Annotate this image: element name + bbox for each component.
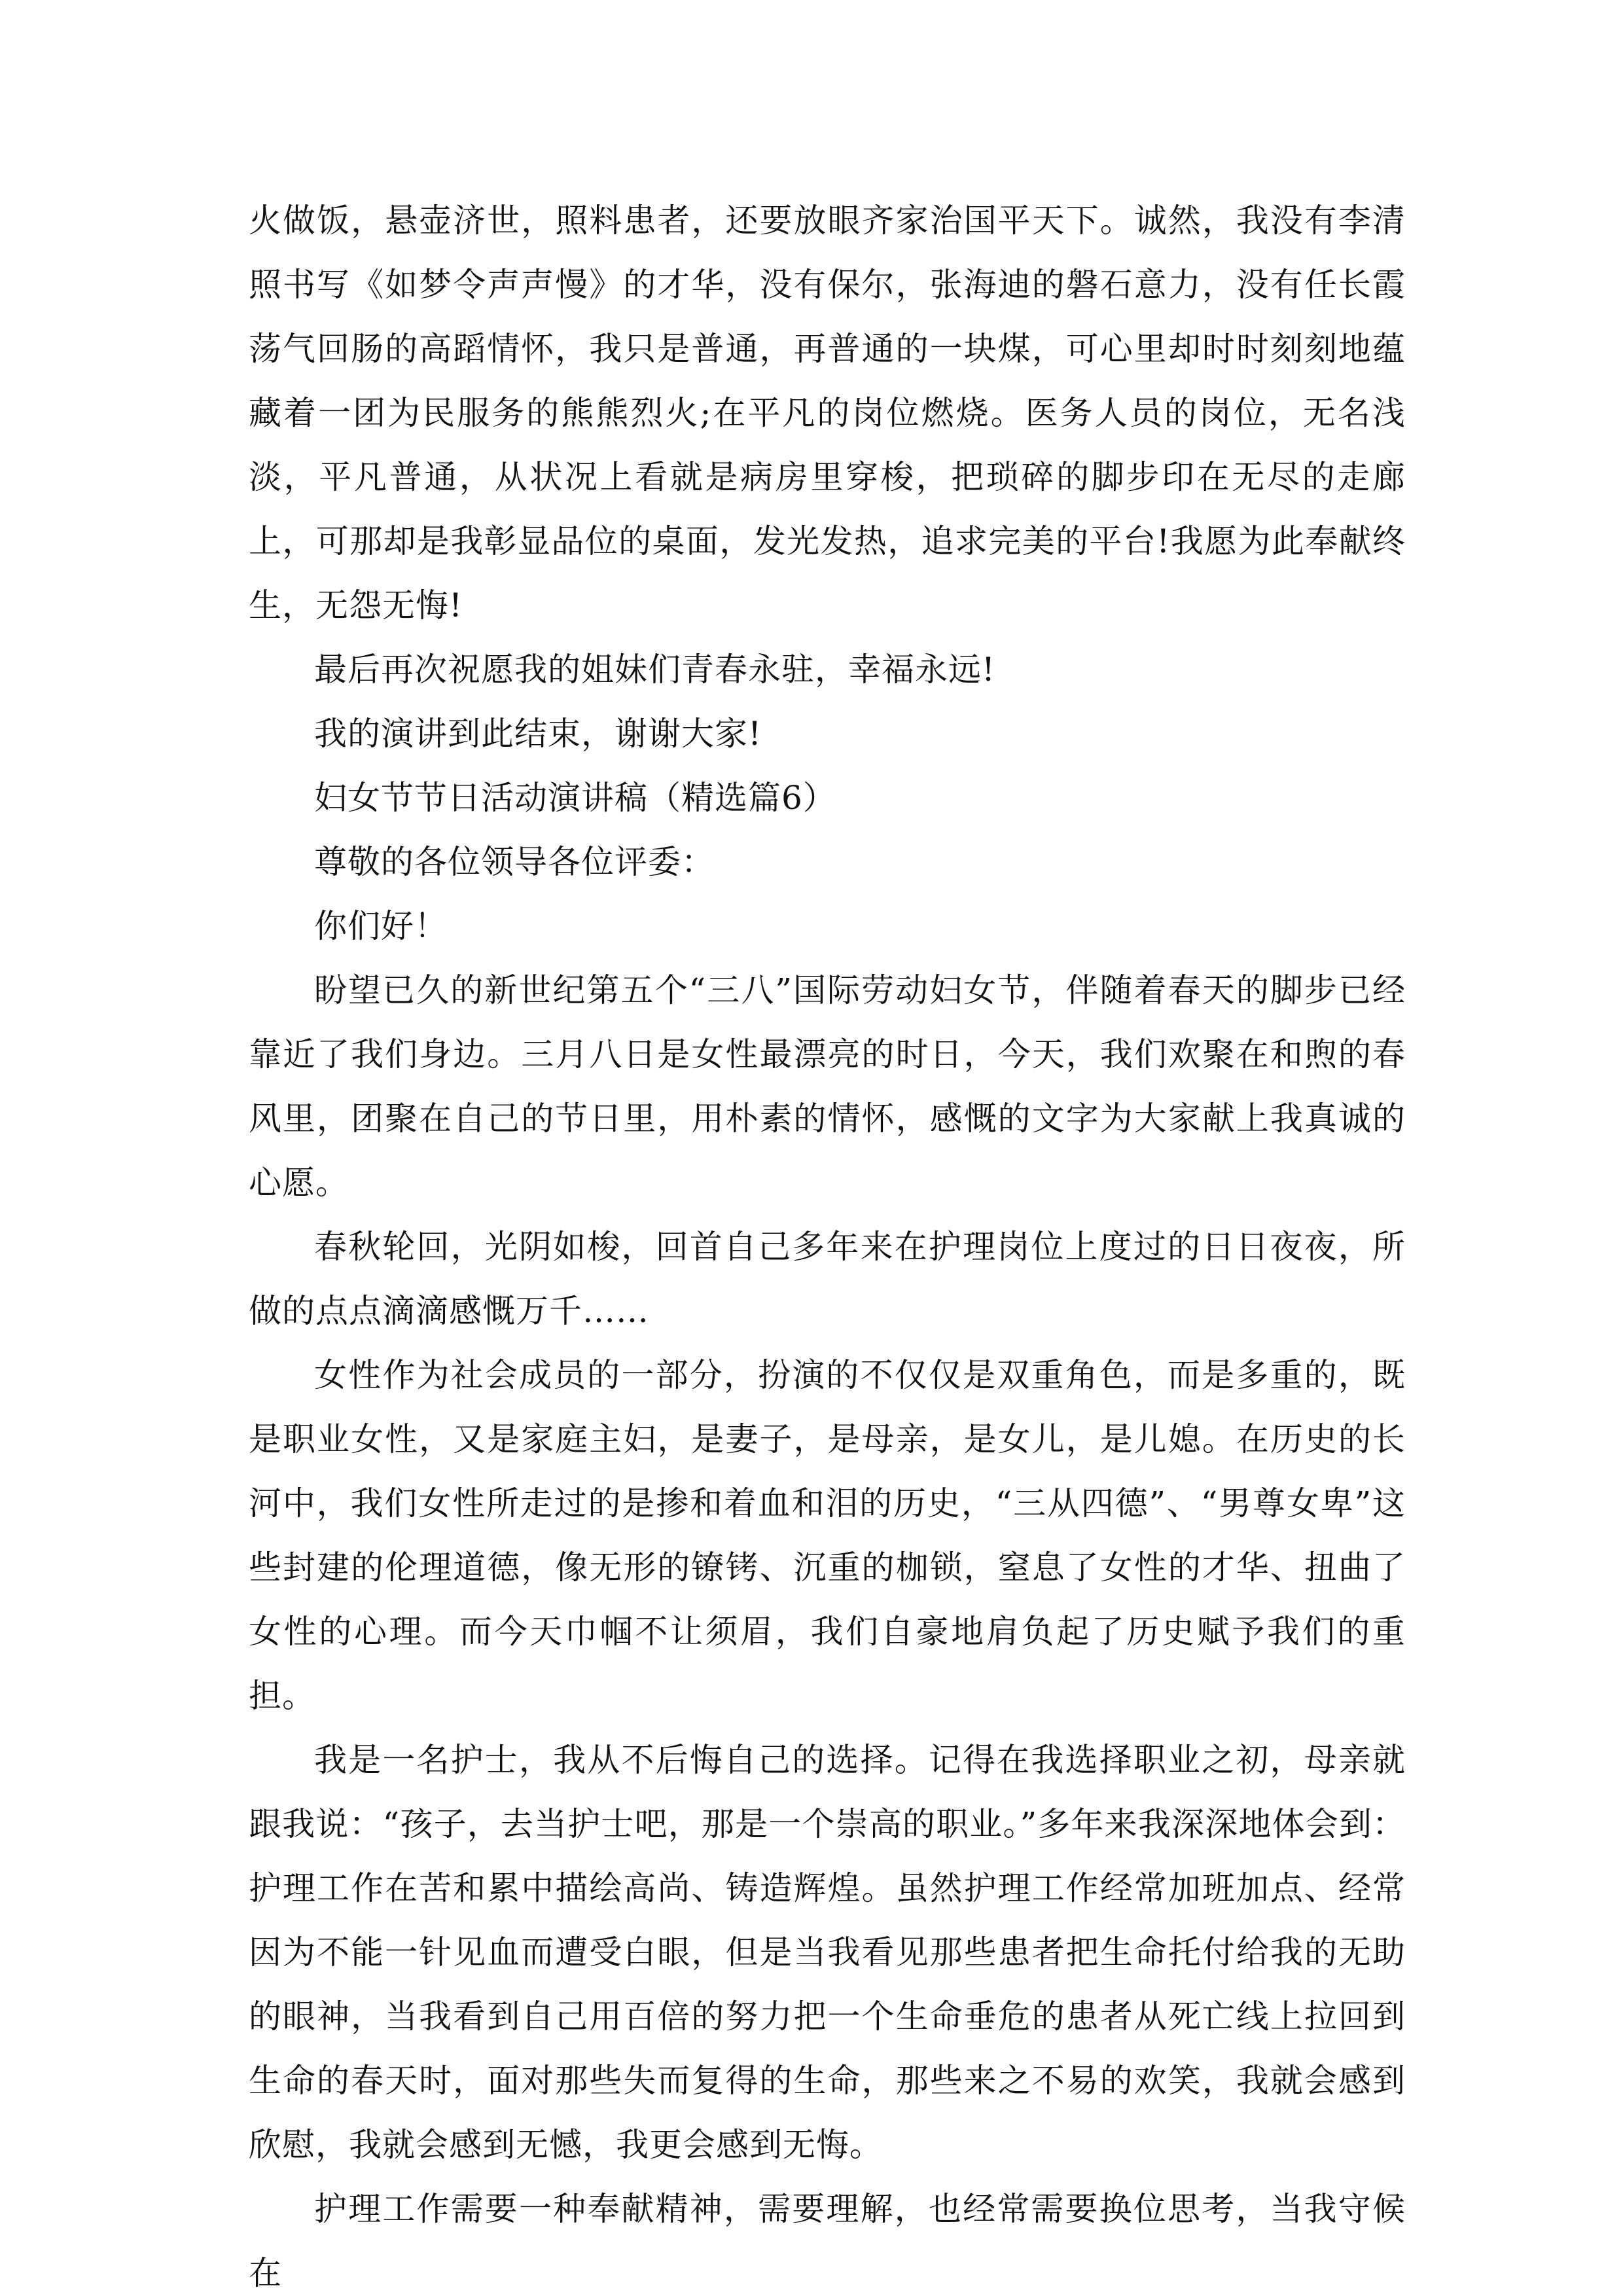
paragraph: 我是一名护士，我从不后悔自己的选择。记得在我选择职业之初，母亲就跟我说：“孩子，去当护士吧，那是一个崇高的职业。”多年来我深深地体会到：护理工作在苦和累中描绘高尚、铸造辉煌。虽然护理工作经常加班加点、经常因为不能一针见血而遭受白眼，但是当我看见那些患者把生命托付给我的无助的眼神，当我看到自己用百倍的努力把一个生命垂危的患者从死亡线上拉回到生命的春天时，面对那些失而复得的生命，那些来之不易的欢笑，我就会感到欣慰，我就会感到无憾，我更会感到无悔。: [249, 1741, 1406, 2164]
paragraph: 尊敬的各位领导各位评委：: [314, 843, 715, 881]
paragraph: 护理工作需要一种奉献精神，需要理解，也经常需要换位思考，当我守候在: [249, 2190, 1406, 2292]
paragraph: 你们好！: [314, 907, 448, 945]
document-content: [249, 188, 1406, 2296]
paragraph: 我的演讲到此结束，谢谢大家!: [314, 715, 762, 753]
paragraph: 女性作为社会成员的一部分，扮演的不仅仅是双重角色，而是多重的，既是职业女性，又是家庭主妇，是妻子，是母亲，是女儿，是儿媳。在历史的长河中，我们女性所走过的是掺和着血和泪的历史，“三从四德”、“男尊女卑”这些封建的伦理道德，像无形的镣铐、沉重的枷锁，窒息了女性的才华、扭曲了女性的心理。而今天巾帼不让须眉，我们自豪地肩负起了历史赋予我们的重担。: [249, 1356, 1406, 1715]
paragraph: 妇女节节日活动演讲稿（精选篇6）: [314, 779, 836, 817]
paragraph: 最后再次祝愿我的姐妹们青春永驻，幸福永远!: [314, 651, 996, 689]
paragraph: 火做饭，悬壶济世，照料患者，还要放眼齐家治国平天下。诚然，我没有李清照书写《如梦令声声慢》的才华，没有保尔，张海迪的磐石意力，没有任长霞荡气回肠的高蹈情怀，我只是普通，再普通的一块煤，可心里却时时刻刻地蕴藏着一团为民服务的熊熊烈火;在平凡的岗位燃烧。医务人员的岗位，无名浅淡，平凡普通，从状况上看就是病房里穿梭，把琐碎的脚步印在无尽的走廊上，可那却是我彰显品位的桌面，发光发热，追求完美的平台!我愿为此奉献终生，无怨无悔!: [249, 202, 1406, 624]
paragraph: 春秋轮回，光阴如梭，回首自己多年来在护理岗位上度过的日日夜夜，所做的点点滴滴感慨万千……: [249, 1228, 1406, 1330]
paragraph: 盼望已久的新世纪第五个“三八”国际劳动妇女节，伴随着春天的脚步已经靠近了我们身边。三月八日是女性最漂亮的时日，今天，我们欢聚在和煦的春风里，团聚在自己的节日里，用朴素的情怀，感慨的文字为大家献上我真诚的心愿。: [249, 971, 1406, 1202]
